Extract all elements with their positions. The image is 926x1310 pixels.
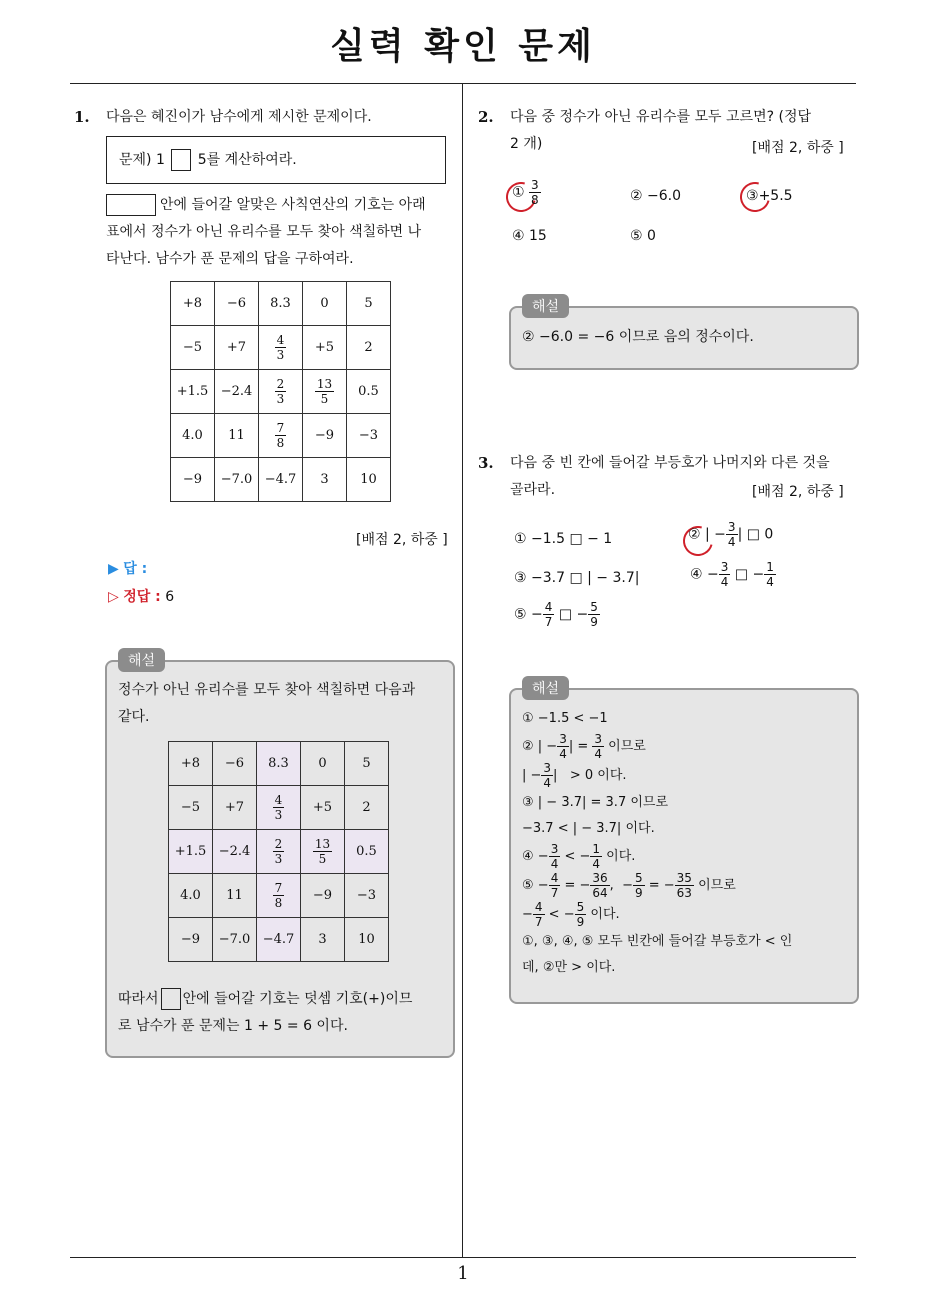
correct-value: 6 [165, 589, 175, 605]
q3-option-5-mark: ⑤ [514, 606, 527, 623]
table-row [171, 370, 391, 414]
question-1-text [106, 192, 458, 273]
number-table [170, 281, 391, 502]
correct-row [108, 586, 174, 606]
question-3-line1: 다음 중 빈 칸에 들어갈 부등호가 나머지와 다른 것을 [510, 455, 830, 471]
q2-option-1[interactable] [512, 178, 541, 207]
q2-option-5[interactable] [630, 228, 656, 244]
table-cell: −2.4 [213, 830, 257, 874]
table-cell: 4.0 [169, 874, 213, 918]
table-cell: +8 [171, 282, 215, 326]
solution-1-end1-suffix: 안에 들어갈 기호는 덧셈 기호(+)이므 [182, 991, 413, 1007]
answer-blank-box [106, 194, 156, 216]
solution-1-line2: 같다. [118, 709, 150, 725]
sol3-line1: ① −1.5 < −1 [522, 711, 608, 726]
table-cell: −2.4 [215, 370, 259, 414]
table-cell: 10 [347, 458, 391, 502]
correct-arrow-icon: ▷ [108, 589, 119, 605]
column-divider [462, 83, 463, 1257]
table-cell: 0 [301, 742, 345, 786]
question-2-count: 2 개) [510, 136, 543, 152]
table-cell: $\frac{13}{5}$ [303, 370, 347, 414]
table-cell: +1.5 [169, 830, 213, 874]
q2-option-5-value: 0 [647, 228, 656, 244]
table-row [171, 282, 391, 326]
solution-1-tag: 해설 [118, 648, 165, 672]
q3-option-2-pre: | − [705, 526, 726, 543]
q3-option-5-frac-b: $\frac{5}{9}$ [590, 600, 598, 629]
table-cell: +5 [303, 326, 347, 370]
table-cell: −3 [345, 874, 389, 918]
q3-option-1[interactable]: ① −1.5 □ − 1 [514, 531, 613, 547]
table-cell: $\frac{2}{3}$ [257, 830, 301, 874]
table-cell: 2 [347, 326, 391, 370]
sol3-line10: 데, ②만 > 이다. [522, 960, 616, 975]
solution-2-text: ② −6.0 = −6 이므로 음의 정수이다. [522, 329, 754, 345]
table-cell: 2 [345, 786, 389, 830]
table-cell: 3 [303, 458, 347, 502]
table-cell: −9 [303, 414, 347, 458]
q3-option-4[interactable]: ④ − $\frac{3}{4}$ □ − $\frac{1}{4}$ [690, 560, 774, 589]
bottom-divider [70, 1257, 856, 1258]
table-cell: +7 [215, 326, 259, 370]
table-cell: −5 [171, 326, 215, 370]
table-row [171, 414, 391, 458]
table-cell: −6 [215, 282, 259, 326]
question-1-meta: [배점 2, 하중 ] [356, 532, 448, 548]
table-row [171, 326, 391, 370]
table-cell: 0.5 [345, 830, 389, 874]
table-cell: −6 [213, 742, 257, 786]
table-cell: 11 [213, 874, 257, 918]
solution-1-line1: 정수가 아닌 유리수를 모두 찾아 색칠하면 다음과 [118, 682, 416, 698]
table-cell: 8.3 [257, 742, 301, 786]
table-cell: −4.7 [257, 918, 301, 962]
q2-option-2[interactable] [630, 188, 681, 204]
q2-option-3[interactable] [746, 188, 793, 204]
table-row [169, 918, 389, 962]
answer-row [108, 558, 147, 578]
page-number: 1 [457, 1263, 469, 1284]
question-1-line1: 안에 들어갈 알맞은 사칙연산의 기호는 아래 [160, 197, 426, 213]
sol3-line9: ①, ③, ④, ⑤ 모두 빈칸에 들어갈 부등호가 < 인 [522, 934, 793, 949]
table-cell: −9 [301, 874, 345, 918]
table-row [171, 458, 391, 502]
shaded-number-table [168, 741, 389, 962]
q2-option-4[interactable] [512, 228, 547, 244]
q2-option-3-value: +5.5 [758, 188, 793, 204]
solution-3-tag: 해설 [522, 676, 569, 700]
table-cell: −5 [169, 786, 213, 830]
table-cell: $\frac{2}{3}$ [259, 370, 303, 414]
sol3-line8: − $\frac{4}{7}$ < − $\frac{5}{9}$ 이다. [522, 900, 620, 929]
question-3-number: 3. [478, 454, 494, 472]
question-1-number: 1. [74, 108, 90, 126]
operator-blank [171, 149, 191, 171]
q2-option-2-value: −6.0 [647, 188, 682, 204]
solution-1-conclusion [118, 986, 448, 1040]
operator-blank-2 [161, 988, 181, 1010]
q2-option-1-mark: ① [512, 184, 525, 201]
question-3-line2: 골라라. [510, 482, 556, 498]
q2-option-5-mark: ⑤ [630, 228, 643, 244]
table-cell: 3 [301, 918, 345, 962]
table-cell: +5 [301, 786, 345, 830]
answer-arrow-icon: ▶ [108, 561, 119, 577]
q3-option-2-mark: ② [688, 526, 701, 543]
problem-box-suffix: 5를 계산하여라. [197, 152, 297, 168]
q3-option-5-box: □ [558, 606, 573, 623]
table-row [169, 830, 389, 874]
problem-box [106, 136, 446, 184]
q2-option-1-value: $\frac{3}{8}$ [531, 178, 539, 207]
answer-label: 답 : [123, 561, 148, 577]
table-cell: 8.3 [259, 282, 303, 326]
question-2-meta: [배점 2, 하중 ] [752, 140, 844, 156]
table-cell: 5 [345, 742, 389, 786]
question-1-line2: 표에서 정수가 아닌 유리수를 모두 찾아 색칠하면 나 [106, 224, 422, 240]
q2-option-3-mark: ③ [746, 188, 759, 204]
page-title: 실력 확인 문제 [330, 26, 596, 67]
q2-option-4-value: 15 [529, 228, 547, 244]
solution-1-end2: 로 남수가 푼 문제는 1 + 5 = 6 이다. [118, 1018, 348, 1034]
question-2-number: 2. [478, 108, 494, 126]
sol3-line6: ④ − $\frac{3}{4}$ < − $\frac{1}{4}$ 이다. [522, 842, 636, 871]
table-cell: −9 [169, 918, 213, 962]
question-1-prompt: 다음은 혜진이가 남수에게 제시한 문제이다. [106, 109, 372, 125]
table-cell: −7.0 [213, 918, 257, 962]
table-cell: $\frac{4}{3}$ [259, 326, 303, 370]
q3-option-2-post: | □ 0 [737, 526, 774, 543]
sol3-line4: ③ | − 3.7| = 3.7 이므로 [522, 795, 669, 810]
q3-option-3[interactable]: ③ −3.7 □ | − 3.7| [514, 570, 640, 586]
table-cell: 4.0 [171, 414, 215, 458]
table-cell: $\frac{4}{3}$ [257, 786, 301, 830]
sol3-line2: ② | − $\frac{3}{4}$ | = $\frac{3}{4}$ 이므로 [522, 732, 646, 761]
q2-option-4-mark: ④ [512, 228, 525, 244]
table-cell: $\frac{7}{8}$ [257, 874, 301, 918]
question-1-line3: 타난다. 남수가 푼 문제의 답을 구하여라. [106, 251, 354, 267]
q3-option-2[interactable] [688, 520, 773, 549]
table-cell: −7.0 [215, 458, 259, 502]
correct-label: 정답 : [123, 589, 161, 605]
problem-box-prefix: 문제) 1 [119, 152, 165, 168]
table-cell: +7 [213, 786, 257, 830]
table-cell: 0.5 [347, 370, 391, 414]
table-cell: −4.7 [259, 458, 303, 502]
q3-option-4-box: □ [734, 566, 749, 583]
question-2-line1: 다음 중 정수가 아닌 유리수를 모두 고르면? (정답 [510, 109, 811, 125]
table-cell: $\frac{13}{5}$ [301, 830, 345, 874]
q3-option-5[interactable]: ⑤ − $\frac{4}{7}$ □ − $\frac{5}{9}$ [514, 600, 598, 629]
q3-option-5-frac-a: $\frac{4}{7}$ [544, 600, 553, 629]
top-divider [70, 83, 856, 84]
table-row [169, 742, 389, 786]
table-cell: −9 [171, 458, 215, 502]
q3-option-2-frac: $\frac{3}{4}$ [727, 520, 736, 549]
table-cell: 10 [345, 918, 389, 962]
table-cell: +8 [169, 742, 213, 786]
solution-2-tag: 해설 [522, 294, 569, 318]
table-cell: 11 [215, 414, 259, 458]
solution-1-end1-prefix: 따라서 [118, 991, 159, 1007]
q2-option-2-mark: ② [630, 188, 643, 204]
sol3-line3: | − $\frac{3}{4}$ | > 0 이다. [522, 761, 627, 790]
sol3-line7: ⑤ − $\frac{4}{7}$ = − $\frac{36}{64}$ , − $\frac{5}{9}$ = − $\frac{35}{63}$ 이므로 [522, 871, 736, 900]
table-row [169, 874, 389, 918]
q3-option-4-frac-a: $\frac{3}{4}$ [720, 560, 729, 589]
sol3-line5: −3.7 < | − 3.7| 이다. [522, 821, 655, 836]
table-cell: 5 [347, 282, 391, 326]
table-cell: +1.5 [171, 370, 215, 414]
question-3-meta: [배점 2, 하중 ] [752, 484, 844, 500]
q3-option-4-frac-b: $\frac{1}{4}$ [766, 560, 774, 589]
solution-1-intro [118, 677, 448, 731]
q3-option-4-mark: ④ [690, 566, 703, 583]
table-cell: $\frac{7}{8}$ [259, 414, 303, 458]
table-cell: 0 [303, 282, 347, 326]
solution-3-body [522, 706, 854, 981]
table-cell: −3 [347, 414, 391, 458]
table-row [169, 786, 389, 830]
